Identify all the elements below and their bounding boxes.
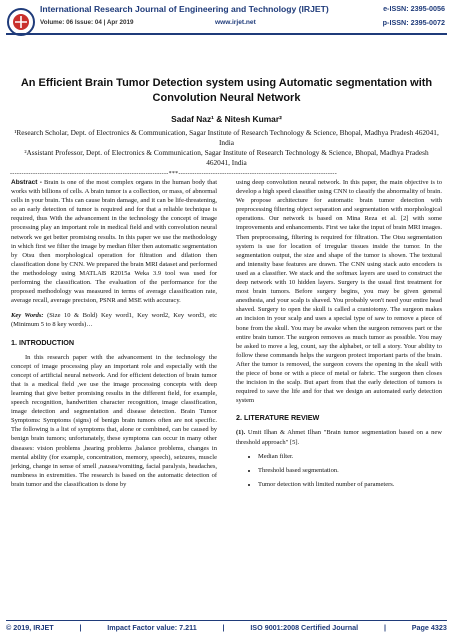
page-footer xyxy=(6,623,447,632)
affiliation-2: ²Assistant Professor, Dept. of Electronics & Communication, Sagar Institute of Research Technology & Science, Bhopal, Madhya Pradesh 462041, India xyxy=(24,148,429,167)
reference-number: (1). xyxy=(236,429,246,437)
footer-sep-1: | xyxy=(79,623,82,632)
list-item: • Threshold based segmentation. xyxy=(258,466,442,475)
footer-sep-3: | xyxy=(383,623,386,632)
p-issn: p-ISSN: 2395-0072 xyxy=(382,18,445,27)
volume-issue: Volume: 06 Issue: 04 | Apr 2019 xyxy=(40,19,134,26)
keywords-text: (Size 10 & Bold) Key word1, Key word2, Key word3, etc (Minimum 5 to 8 key words)… xyxy=(11,312,218,329)
left-column xyxy=(11,178,217,489)
footer-sep-2: | xyxy=(222,623,225,632)
paper-authors: Sadaf Naz¹ & Nitesh Kumar² xyxy=(171,114,282,124)
header-divider xyxy=(6,33,447,35)
footer-iso: ISO 9001:2008 Certified Journal xyxy=(250,623,359,632)
footer-divider xyxy=(6,620,447,621)
bullet-list xyxy=(236,452,442,489)
list-item: • Median filter. xyxy=(258,452,442,461)
section-heading-literature-review: 2. LITERATURE REVIEW xyxy=(236,413,320,423)
introduction-text: In this research paper with the advancement in the technology the concept of image processing play an important role and especially with the concept of artificial neural network. And for efficient detection of brain tumor that is a medical field ,we use the image processing concepts with deep learning that give better promising results in the different field, for example, speech recognition, handwritten character recognition, image classification, image detection and segmentation and disease detection. Brain Tumor Symptoms: Symptoms (signs) of benign brain tumors often are not specific. The following is a list of symptoms that, alone or combined, can be caused by benign brain tumors; unfortunately, these symptoms can occur in many other diseases: vision problems ,hearing problems ,balance problems, changes in mental ability (for example, concentration, memory, speech), seizures, muscle jerking, change in sense of smell ,nausea/vomiting, facial paralysis, headaches, numbness in extremities. The research is based on the automatic detection of brain tumor and the classification is done by xyxy=(11,353,217,488)
e-issn: e-ISSN: 2395-0056 xyxy=(383,4,445,13)
journal-website-link[interactable]: www.irjet.net xyxy=(215,19,256,26)
right-column xyxy=(236,178,442,494)
footer-page-number: Page 4323 xyxy=(411,623,447,632)
keywords xyxy=(11,311,217,329)
list-item: • Tumor detection with limited number of parameters. xyxy=(258,480,442,489)
section-heading-introduction: 1. INTRODUCTION xyxy=(11,337,75,347)
reference-entry xyxy=(236,428,442,446)
body-text: using deep convolution neural network. In this paper, the main objective is to develop a high speed classifier using CNN to classify the abnormality of brain. We propose architecture for automatic brain tumor detection with preprocessing filtering object separation and segmentation with morphological operations. Our network is based on Mina Reza et al. [2] with some improvements and enhancements. First we take the input of brain MRI images. Then preprocessing, filtering is required for filtration. The Otsu segmentation system is use for location of irregular tissues inside the tumor. In the segmentation output, the size and shape of the tumor is shown. The textural and intensity base features are drawn. The CNN using stack auto encoders is used as a classifier. We stack and the softmax layers are used to construct the deep network with 10 hidden layers. Surgery is the usual first treatment for most brain tumors. Before surgery begins, you may be given general anesthesia, and your scalp is shaved. You probably won't need your entire head shaved. Surgery to open the skull is called a craniotomy. The surgeon makes an incision in your scalp and uses a special type of saw to remove a piece of bone from the skull. You may be awake when the surgeon removes part or the entire brain tumor. The surgeon removes as much tumor as possible. You may be asked to move a leg, count, say the alphabet, or tell a story. Your ability to follow these commands helps the surgeon protect important parts of the brain. After the tumor is removed, the surgeon covers the opening in the skull with the piece of bone or with a piece of metal or fabric. The surgeon then closes the incision in the scalp. But apart from that the early detection of tumors is required to save the life and for that we design an automated early detection system xyxy=(236,179,442,405)
abstract xyxy=(11,178,217,305)
footer-copyright: © 2019, IRJET xyxy=(6,623,54,632)
reference-text: Umit Ilhan & Ahmet Ilhan "Brain tumor segmentation based on a new threshold approach" [5]. xyxy=(236,429,442,446)
abstract-label: Abstract - xyxy=(11,179,42,186)
footer-impact-factor: Impact Factor value: 7.211 xyxy=(107,623,197,632)
keywords-label: Key Words: xyxy=(11,312,44,320)
journal-name: International Research Journal of Engineering and Technology (IRJET) xyxy=(40,4,329,14)
section-separator: ---------------------------------------------------------------------***--------------------------------------------------------------------- xyxy=(10,171,338,177)
journal-header xyxy=(0,0,453,48)
paper-title: An Efficient Brain Tumor Detection system using Automatic segmentation with Convolution Neural Network xyxy=(20,77,433,104)
abstract-text: Brain is one of the most complex organs in the human body that works with billions of cells. A brain tumor is a collection, or mass, of abnormal cells in your brain. This can cause brain damage, and it can be life-threatening, so an early detection of tumor is required and for that a reliable technique is required, thus With the advancement in the technology the concept of image processing play an important role in medical field and with convolution neural network we get better promising results. In this paper we use the methodology in which first we filter the image by median filter then automatic segmentation by Otsu then morphological operation for filtration and dilation then classification done by CNN. We prepared the brain MRI dataset and performed the methodology using MATLAB R2015a Weka 3.9 tool was used for performing the classification. The evaluation of the performance for the proposed methodology was measured in terms of average classification rate, average recall, average precision, PSNR and MSE with accuracy. xyxy=(11,179,218,305)
affiliation-1: ¹Research Scholar, Dept. of Electronics & Communication, Sagar Institute of Research Technology & Science, Bhopal, Madhya Pradesh 462041, India xyxy=(14,128,439,147)
